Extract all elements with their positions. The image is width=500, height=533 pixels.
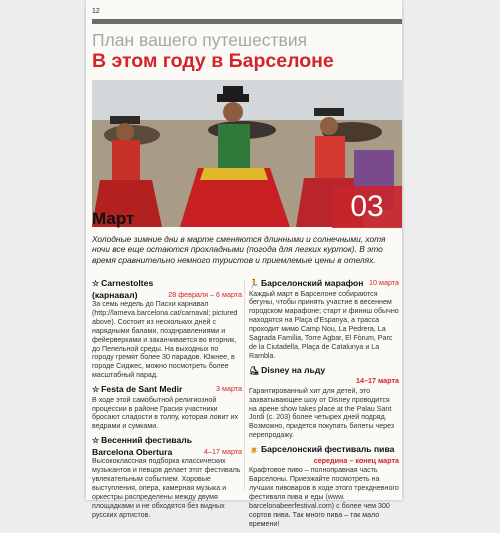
event-barcelona-marathon [249, 278, 399, 361]
beer-icon: 🍺 [249, 445, 259, 455]
event-title: Festa de Sant Medir [101, 384, 183, 395]
column-divider [244, 280, 245, 490]
event-title: Барселонский марафон [260, 278, 364, 288]
star-icon: ☆ [92, 436, 100, 446]
event-title: Весенний фестиваль [101, 435, 192, 446]
event-date: 14–17 марта [355, 376, 399, 386]
event-subtitle: Barcelona Obertura [92, 446, 173, 457]
event-title: Барселонский фестиваль пива [260, 444, 395, 455]
star-icon: ☆ [92, 385, 100, 395]
month-badge: 03 [332, 186, 402, 228]
section-header: План вашего путешествия [92, 30, 308, 50]
event-date: 3 марта [216, 384, 242, 394]
events-column-right [249, 278, 399, 533]
guidebook-page [86, 0, 402, 528]
event-description: Каждый март в Барселоне собираются бегуны, чтобы принять участие в весеннем городском марафоне; старт и финиш обычно находятся на Plaça d'Espanya, а трасса проходит мимо Camp Nou, La Pedrera, La Sagrada Família, Torre Agbar, El Fòrum, Parc de la Ciutadella, Plaça de Catalunya и La Rambla. [249, 289, 399, 360]
header-rule [92, 19, 402, 24]
events-column-left [92, 278, 242, 524]
page-title: В этом году в Барселоне [92, 50, 334, 72]
event-barcelona-obertura [92, 435, 242, 519]
event-description: В ходе этой самобытной религиозной процессии в районе Грасия участники бросают сладости в толпу, которая ловит их ведрами и сумками. [92, 395, 239, 431]
month-heading: Март [92, 209, 135, 228]
event-description: Гарантированный хит для детей, это захватывающее шоу от Disney проводится на арене show takes place at the Palau Sant Jordi (с. 203) более четырех дней подряд. Возможно, придется покупать билеты через перепродажу. [249, 386, 395, 440]
event-beer-festival [249, 444, 399, 528]
event-subtitle: (карнавал) [92, 289, 138, 300]
event-date: 28 февраля – 6 марта [168, 289, 242, 299]
runner-icon: 🏃 [249, 279, 259, 288]
event-description: За семь недель до Пасхи карнавал (http://lameva.barcelona.cat/carnaval; pictured above). Состоит из нескольких дней с нарядными балами, позднравлениями и фейерверками и заканчивается во вторник, до Пепельной среды. На выходных по городу гремят более 30 парадов. Южнее, в городе Сиджес, можно посмотреть более масштабный парад. [92, 300, 238, 380]
skate-icon: ⛸ [249, 365, 260, 375]
event-date: 4–17 марта [204, 446, 242, 456]
event-description: Высококлассная подборка классических музыкантов и певцов делает этот фестиваль увлекательным событием. Хоровые выступления, опера, камерная музыка и оркестры распределены между двумя площадками и не обходятся без видных русских артистов. [92, 457, 241, 519]
event-title: Carnestoltes [101, 278, 154, 288]
event-date: середина – конец марта [313, 455, 399, 465]
month-intro: Холодные зимние дни в марте сменяются длинными и солнечными, хотя ночи все еще остаются прохладными (погода для легких курток). В это время сравнительно немного туристов и приемлемые цены в отелях. [92, 234, 386, 265]
event-sant-medir [92, 384, 242, 431]
event-title: Disney на льду [261, 364, 326, 375]
event-disney-on-ice [249, 365, 399, 440]
event-date: 10 марта [369, 278, 399, 287]
page-number: 12 [92, 8, 100, 15]
event-carnestoltes [92, 278, 242, 380]
star-icon: ☆ [92, 279, 100, 288]
event-description: Крафтовое пиво – полноправная часть Барселоны. Приезжайте посмотреть на лучших пивоваров в ходе этого трехдневного фестиваля пива и еды (www. barcelonabeerfestival.com) с более чем 300 сортов пива. Так много пива – так мало времени! [249, 466, 399, 528]
